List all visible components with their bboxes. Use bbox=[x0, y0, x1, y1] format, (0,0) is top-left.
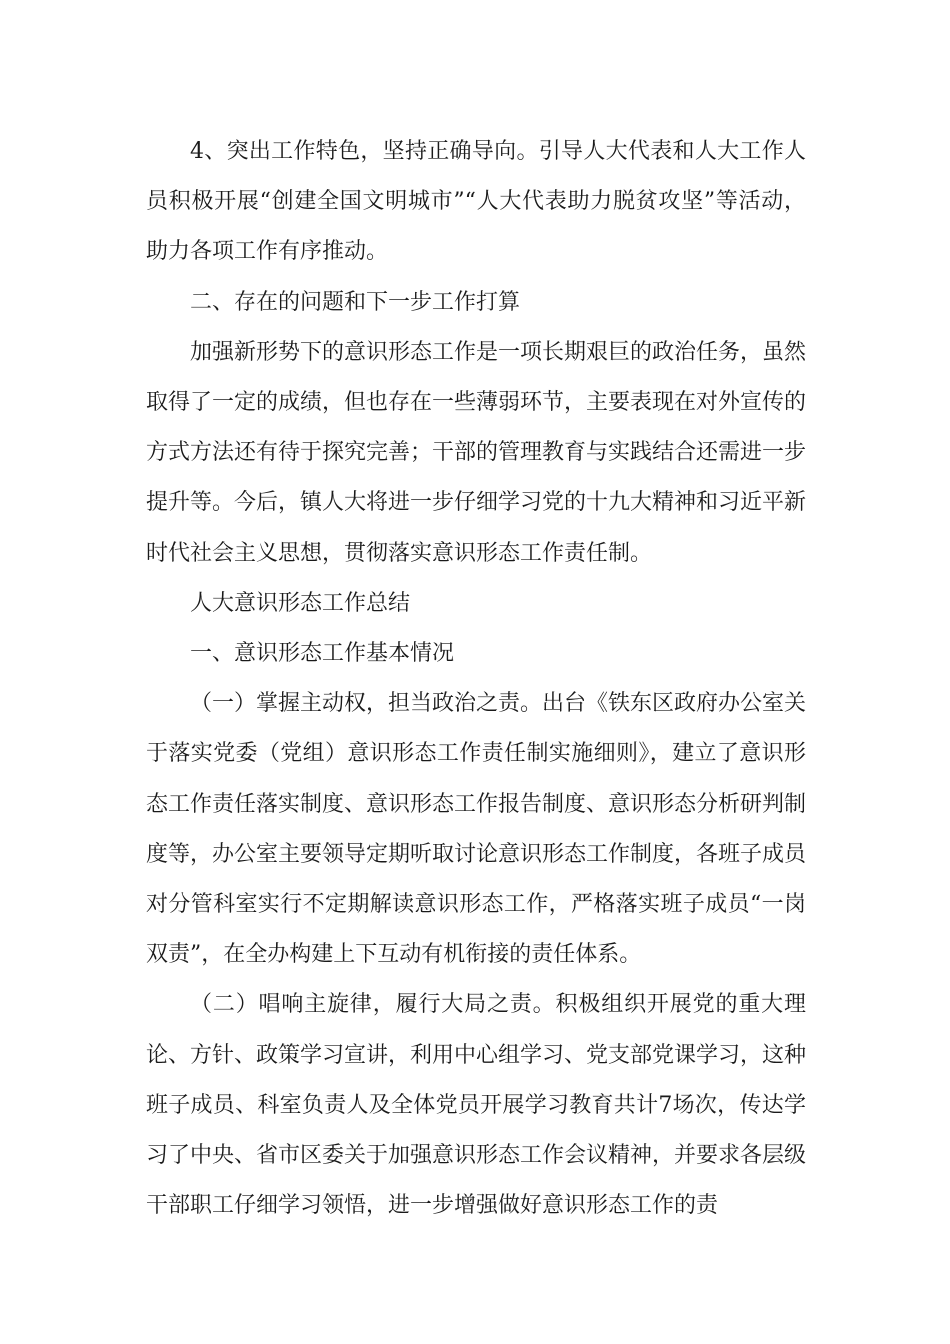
paragraph-item-4-highlight: 4、突出工作特色，坚持正确导向。引导人大代表和人大工作人员积极开展“创建全国文明城市”“人大代表助力脱贫攻坚”等活动，助力各项工作有序推动。 bbox=[146, 139, 806, 265]
section-heading-basic-situation: 一、意识形态工作基本情况 bbox=[190, 641, 455, 667]
document-body bbox=[146, 127, 806, 1231]
paragraph-problems-plans: 加强新形势下的意识形态工作是一项长期艰巨的政治任务，虽然取得了一定的成绩，但也存在一些薄弱环节，主要表现在对外宣传的方式方法还有待于探究完善；干部的管理教育与实践结合还需进一步提升等。今后，镇人大将进一步仔细学习党的十九大精神和习近平新时代社会主义思想，贯彻落实意识形态工作责任制。 bbox=[146, 339, 807, 566]
paragraph-initiative: （一）掌握主动权，担当政治之责。出台《铁东区政府办公室关于落实党委（党组）意识形态工作责任制实施细则》，建立了意识形态工作责任落实制度、意识形态工作报告制度、意识形态分析研判制度等，办公室主要领导定期听取讨论意识形态工作制度，各班子成员对分管科室实行不定期解读意识形态工作，严格落实班子成员“一岗双责”，在全办构建上下互动有机衔接的责任体系。 bbox=[146, 691, 807, 968]
paragraph-main-theme: （二）唱响主旋律，履行大局之责。积极组织开展党的重大理论、方针、政策学习宣讲，利用中心组学习、党支部党课学习，这种班子成员、科室负责人及全体党员开展学习教育共计7场次，传达学习了中央、省市区委关于加强意识形态工作会议精神，并要求各层级干部职工仔细学习领悟，进一步增强做好意识形态工作的责 bbox=[146, 992, 807, 1219]
section-heading-problems: 二、存在的问题和下一步工作打算 bbox=[190, 289, 521, 315]
document-title-summary: 人大意识形态工作总结 bbox=[190, 590, 411, 616]
